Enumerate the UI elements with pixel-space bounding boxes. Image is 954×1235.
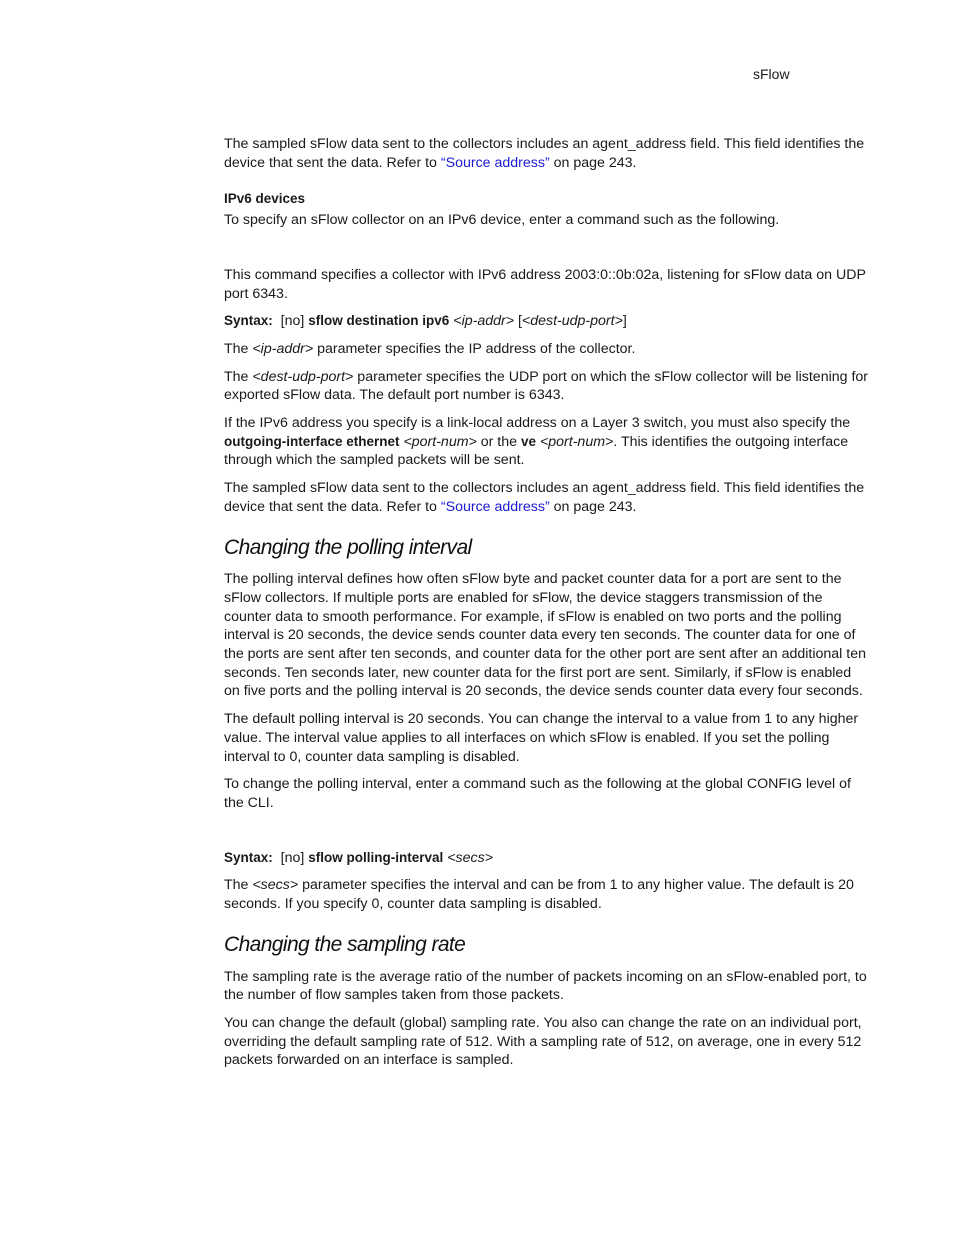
param-arg: <dest-udp-port> (252, 368, 354, 385)
syntax-arg-dest-udp-port: <dest-udp-port> (521, 313, 623, 330)
param-arg: <port-num> (539, 433, 614, 450)
polling-paragraph-3: To change the polling interval, enter a command such as the following at the global CONFIG level of the CLI. (224, 776, 851, 811)
polling-interval-heading: Changing the polling interval (224, 535, 472, 559)
paragraph-text: . This identifies the outgoing interface through which the sampled packets will be sent. (224, 433, 849, 469)
ip-addr-param-paragraph (224, 340, 870, 359)
ipv6-devices-heading: IPv6 devices (224, 191, 306, 207)
param-arg: <ip-addr> (252, 340, 314, 357)
syntax-bracket-close: ] (622, 313, 627, 330)
ipv6-syntax-line (224, 312, 870, 331)
dest-udp-port-param-paragraph (224, 368, 870, 405)
agent-address-paragraph (224, 135, 870, 172)
polling-syntax-line (224, 849, 870, 868)
paragraph-text: The sampled sFlow data sent to the collectors includes an agent_address field. This field identifies the device that sent the data. Refer to (224, 480, 865, 515)
source-address-link[interactable]: “Source address” (440, 154, 550, 171)
syntax-no: [no] (280, 849, 305, 866)
sampling-paragraph-2: You can change the default (global) sampling rate. You also can change the rate on an individual port, overriding the default sampling rate of 512. With a sampling rate of 512, on average, one in every 512 packets forwarded on an interface is sampled. (224, 1014, 862, 1069)
paragraph-text: The sampled sFlow data sent to the collectors includes an agent_address field. This field identifies the device that sent the data. Refer to (224, 136, 865, 171)
paragraph-text: or the (476, 433, 521, 450)
param-text: parameter specifies the interval and can be from 1 to any higher value. The default is 20 seconds. If you specify 0, counter data sampling is disabled. (224, 877, 854, 913)
param-arg: <port-num> (403, 433, 477, 450)
syntax-label: Syntax: (224, 849, 273, 865)
sampling-rate-heading: Changing the sampling rate (224, 932, 466, 956)
param-arg: <secs> (252, 877, 299, 894)
paragraph-tail: on page 243. (549, 498, 637, 515)
polling-paragraph-1: The polling interval defines how often sFlow byte and packet counter data for a port are sent to the sFlow collectors. If multiple ports are enabled for sFlow, the device staggers transmission of the counter data to smooth performance. For example, if sFlow is enabled on two ports and the polling interval is 20 seconds, the device sends counter data every ten seconds. The counter data for one of the ports are sent after ten seconds, and counter data for the other port are sent after an additional ten seconds. Ten seconds later, new counter data for the first port are sent. Similarly, if sFlow is enabled on five ports and the polling interval is 20 seconds, the device sends counter data every four seconds. (224, 571, 866, 700)
param-text: The (224, 340, 253, 357)
syntax-bracket-open: [ (517, 313, 522, 330)
source-address-link[interactable]: “Source address” (440, 498, 550, 515)
agent-address-paragraph-2 (224, 479, 870, 516)
page-content (224, 135, 870, 1070)
param-text: parameter specifies the UDP port on which the sFlow collector will be listening for exported sFlow data. The default port number is 6343. (224, 368, 869, 404)
syntax-arg-ip-addr: <ip-addr> (453, 313, 515, 330)
sampling-paragraph-1: The sampling rate is the average ratio of the number of packets incoming on an sFlow-enabled port, to the number of flow samples taken from those packets. (224, 968, 867, 1004)
syntax-command: sflow destination ipv6 (308, 313, 450, 329)
syntax-arg-secs: <secs> (447, 849, 494, 866)
ipv6-intro-paragraph: To specify an sFlow collector on an IPv6 device, enter a command such as the following. (224, 212, 780, 229)
syntax-command: sflow polling-interval (308, 849, 444, 865)
syntax-label: Syntax: (224, 313, 273, 329)
param-text: The (224, 877, 253, 894)
secs-param-paragraph (224, 876, 870, 913)
paragraph-text: If the IPv6 address you specify is a link-local address on a Layer 3 switch, you must also specify the (224, 415, 851, 432)
link-local-paragraph (224, 414, 870, 470)
keyword-outgoing-interface: outgoing-interface ethernet (224, 433, 400, 449)
polling-paragraph-2: The default polling interval is 20 seconds. You can change the interval to a value from 1 to any higher value. The interval value applies to all interfaces on which sFlow is enabled. If you set the polling interval to 0, counter data sampling is disabled. (224, 711, 859, 765)
param-text: parameter specifies the IP address of the collector. (313, 340, 636, 357)
ipv6-command-description: This command specifies a collector with IPv6 address 2003:0::0b:02a, listening for sFlow data on UDP port 6343. (224, 266, 866, 302)
param-text: The (224, 368, 253, 385)
paragraph-tail: on page 243. (549, 154, 637, 171)
keyword-ve: ve (520, 433, 537, 449)
running-header: sFlow (753, 66, 790, 82)
syntax-no: [no] (280, 313, 305, 330)
